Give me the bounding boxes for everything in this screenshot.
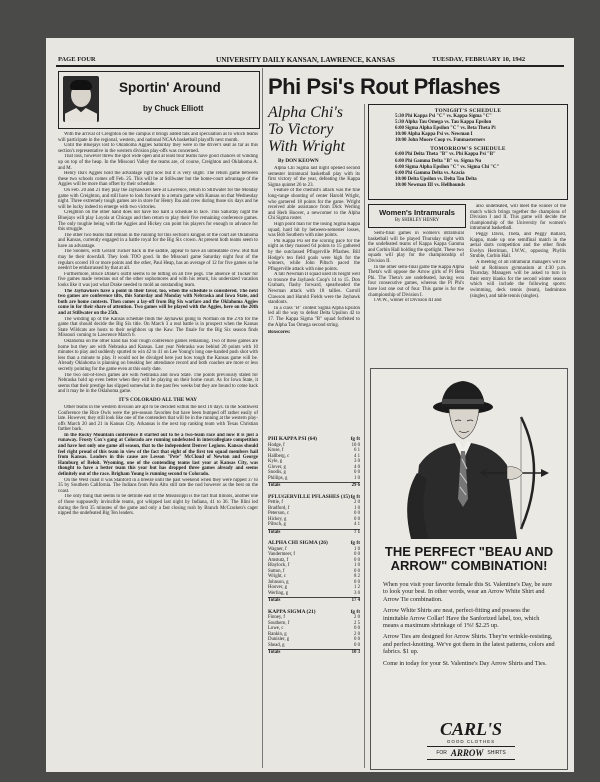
issue-date: TUESDAY, FEBRUARY 10, 1942 xyxy=(432,56,526,63)
schedule-row: 6:00 Sigma Alpha Epsilon "C" vs. Sigma Chi "C" xyxy=(395,164,500,170)
column-paragraph: Until the Bluejays lost to Oklahoma Aggies Saturday they were in the driver's seat as far as this section's representative in the western division play-offs was concerned. xyxy=(58,143,258,154)
boxscore-table xyxy=(268,540,360,604)
column-paragraph: That loss, however threw the spot wide open and at least four teams have good chances of winding up on top of the heap. In the Missouri Valley the teams are, of course, Creighton and Oklahoma A. and M. xyxy=(58,154,258,171)
column-body xyxy=(58,132,258,768)
column-paragraph: On Feb. 20 and 21 they play the Jayhawkers here at Lawrence, return to Stillwater for the Monday game with Creighton, and still have to look forward to a return game with Kansas on that Wednesday night. Three extremely tough games are in store for Henry Iba and crew during those six days and he will be lucky indeed to emerge with two victories. xyxy=(58,187,258,210)
boxscore-table xyxy=(268,494,360,536)
ad-store-logo: CARL'S GOOD CLOTHES FOR ARROW SHIRTS xyxy=(421,719,521,763)
ad-headline: THE PERFECT "BEAU AND ARROW" COMBINATION! xyxy=(384,544,554,573)
ad-paragraph: Arrow White Shirts are neat, perfect-fitting and possess the inimitable Arrow Collar! Have the Sanforized label, too, which means a maximum shrinkage of 1%! $2.25 up. xyxy=(383,607,540,630)
boxscore-table xyxy=(268,609,360,656)
column-paragraph: Oklahoma on the other hand has four rough conference games remaining. Two of these games are home but they are with Nebraska and Kansas. Last year Nebraska was behind 20 points with 10 minutes to play and suddenly spurted to win 42 to 41 on Lee Young's long one-handed push shot with less than a minute to play. It would not be divulged here just how tough the Kansas game will be. Already Oklahoma is planning on breaking her attendance record and both coaches are more or less secretly pointing for the game even at this early date. xyxy=(58,338,258,372)
womens-paragraph: In the other semi-final game the Kappa Alpha Theta's will oppose the Arrow girls of Pi Beta Phi. The Theta's are undefeated, having won four consecutive games, whereas the Pi Phi's have lost one out of four. This game is for the championship of Division I. xyxy=(368,264,464,298)
boxscore-row: Sutton, f 0 0 xyxy=(268,568,360,574)
boxscores-label: Boxscores: xyxy=(268,330,291,336)
column-paragraph: Other teams in the western division are apt to be decided within the next 10 days. In the Southwest Conference the Rice Owls were the pre-season favorites but have been bumped off rather easily of late. However, they still look like one of the contenders that will be in the running at the western play-offs March 20 and 21 in Kansas City. Arkansas is the next top ranking team with Texas Christian farther back. xyxy=(58,404,258,433)
boxscore-row: Hickey, g 0 0 xyxy=(268,516,360,522)
schedule-row: 6:00 Sigma Alpha Epsilon "C" vs. Beta Theta Pi xyxy=(395,126,496,132)
column-paragraph: Creighton on the other hand does not have too hard a schedule to face. This Saturday night the Bluejays will play Loyola at Chicago and then return to play their five remaining conference games. The only toughie being with the Aggies and Hickey can point his players for enough to advance for this struggle. xyxy=(58,210,258,233)
story-paragraph: High point man for the losing Sigma Kappa squad, hard hit by between-semester losses, was Bob Southern with nine points. xyxy=(268,221,360,239)
boxscore-row: Amstutz, f 0 0 xyxy=(268,557,360,563)
womens-body-left xyxy=(368,231,464,361)
schedule-row: 5:30 Phi Kappa Psi "C" vs. Kappa Sigma "C" xyxy=(395,114,492,119)
womens-title: Women's Intramurals xyxy=(379,208,455,217)
boxscore-row: Johnson, g 0 0 xyxy=(268,579,360,585)
womens-paragraph: also undefeated, will meet the winner of the match which brings together the champions of Division I and II. This game will decide the championship of the University for women's intramural basketball. xyxy=(470,204,566,232)
womens-paragraph: Semi-final games in women's intramural basketball will be played Thursday night with the undefeated teams of Kappa Kappa Gamma and Corbin Hall holding the spotlight. These two squads will play for the championship of Division II. xyxy=(368,231,464,264)
schedule-row: 6:00 Phi Gamma Delta "B" vs. Sigma Nu xyxy=(395,158,482,164)
tomorrow-schedule-title: TOMORROW'S SCHEDULE xyxy=(430,146,506,153)
boxscore-row: Finney, f 2 0 xyxy=(268,615,360,620)
column-paragraph: The other two teams that remain in the running for this section's kingpin of the court are Oklahoma and Kansas, currently engaged in a battle royal for the Big Six crown. At present both teams seem to have an advantage. xyxy=(58,232,258,249)
column-paragraph: In the Rocky Mountain conference it started out to be a two-team race and now it is just a runaway. Frosty Cox's gang at Colorado are running undefeated in intercollegiate competition and have lost only one game all season, that to the independent Denver Legions. Kansas should feel right proud of this team in view of the fact that eight of the first ten squad members hail from Kansas. Leaders in this cause are Lesson "Pete" McCloud of Newton and George Hamburg of Beloit. Wyoming, one of the contending teams last year at Kansas City, was thought to have a better team this year but has dropped three games already and seems definitely out of the race. Brigham Young is running second to Colorado. xyxy=(58,432,258,478)
column-paragraph: The winding up of the Kansas schedule finds the Jayhawks going to Norman on the 27th for the game that should decide the Big Six title. On March 3 a real battle is in prospect when the Kansas State Wildcats are hosts to their neighbors up the Kaw. The finale for the Big Six season finds Missouri coming to Lawrence March 6. xyxy=(58,316,258,339)
arrow-shirts-banner: FOR ARROW SHIRTS xyxy=(427,746,515,760)
boxscore-row: Lowe, c 0 0 xyxy=(268,626,360,631)
masthead-rule xyxy=(56,65,564,67)
tonight-schedule-title: TONIGHT'S SCHEDULE xyxy=(434,108,502,114)
column-paragraph: On the West coast it was Stanford in a breeze until the past weekend when they were nipped 37 to 35 by Southern California. The Indians from Palo Alto still rate the nod however as the best on the coast. xyxy=(58,477,258,494)
schedule-row: 10:00 John Moore Coop vs. Funmasterners xyxy=(395,138,486,144)
boxscore-team: ALPHA CHI SIGMA (26) fg ft xyxy=(268,540,360,546)
boxscore-row: Kruse, f 6 1 xyxy=(268,448,360,453)
boxscore-table xyxy=(268,436,360,489)
column-title: Sportin' Around xyxy=(119,80,221,95)
ad-illustration xyxy=(371,369,567,539)
boxscores xyxy=(268,436,360,770)
boxscore-row: Bradford, f 1 0 xyxy=(268,505,360,511)
main-headline: Phi Psi's Rout Pflashes xyxy=(268,74,501,99)
story-body xyxy=(268,166,360,436)
page-label: PAGE FOUR xyxy=(58,56,96,63)
boxscore-row: Wagner, f 1 0 xyxy=(268,546,360,552)
column-paragraph: Henry Iba's Aggies hold the advantage right now but it is very slight. The return game between these two schools comes off Feb. 25. This will be at Stillwater but the home-court advantage of the Aggies will be more than offset by their schedule. xyxy=(58,171,258,188)
ad-paragraph: Arrow Ties are designed for Arrow Shirts. They're wrinkle-resisting, and perfect-knotting. We've got them in the latest patterns, colors and fabrics. $1 up. xyxy=(383,633,555,656)
boxscore-row: Blaylock, f 1 0 xyxy=(268,563,360,568)
schedule-row: 6:00 Phi Gamma Delta vs. Acacia xyxy=(395,170,465,176)
boxscore-total: Totals 7 1 xyxy=(268,529,360,535)
boxscore-row: Southern, f 2 5 xyxy=(268,620,360,626)
story-paragraph: A tall Newman II squad used its height well to trounce the Jayhawk Coop's 14 to 15. Don Graham, flashy forward, spearheaded the Newman attack with 18 tallies. Carroll Clawson and Harold Fields were the Jayhawk standouts. xyxy=(268,272,360,306)
ad-body xyxy=(383,581,555,671)
paper-name: UNIVERSITY DAILY KANSAN, LAWRENCE, KANSAS xyxy=(216,56,395,64)
ad-paragraph: Come in today for your St. Valentine's Day Arrow Shirts and Ties. xyxy=(383,659,547,667)
boxscore-row: Vandermeer, f 0 0 xyxy=(268,552,360,557)
schedule-row: 10:00 Delta Upsilon vs. Delta Tau Delta xyxy=(395,176,477,182)
arrow-advertisement xyxy=(370,368,568,770)
story-paragraph: In a class "B" contest Sigma Alpha Epsilon led all the way to defeat Delta Upsilon 42 to 17. The Kappa Sigma "B" squad forfeited to the Alpha Tau Omega second string. xyxy=(268,305,360,328)
ad-paragraph: When you visit your favorite female this St. Valentine's Day, be sure to look your best. In other words, wear an Arrow White Shirt and Arrow Tie combination. xyxy=(383,581,553,603)
womens-paragraph: A meeting of all intramural managers will be held at Robinson gymnasium at 4:30 p.m. Thursday. Managers will be asked to turn in their entry blanks for the second winter season which will include the following sports: swimming, deck tennis (team), badminton (singles), and table tennis (singles). xyxy=(470,259,566,299)
boxscore-team: KAPPA SIGMA (21) fg ft xyxy=(268,608,360,615)
column-byline: by Chuck Elliott xyxy=(143,104,204,113)
womens-paragraph: Peggy Davis, Theta, and Peggy Ballard, Kappa, made up one semifinal match in the aerial darts competition and the other finds Evelyn Herriman, I.W.W., opposing Phyllis Struble, Corbin Hall. xyxy=(470,231,566,260)
boxscore-row: Werling, g 3 0 xyxy=(268,590,360,596)
boxscore-row: Snodis, g 0 0 xyxy=(268,470,360,475)
womens-header-box xyxy=(368,204,466,228)
boxscore-row: Glover, g 4 0 xyxy=(268,464,360,470)
column-paragraph: With the arrival of Creighton on the campus it brings added talk and speculation as to which teams will participate in the regional, western, and national NCAA basketball playoffs next month. xyxy=(58,132,258,143)
womens-byline: By SHIRLEY HENRY xyxy=(394,218,440,223)
boxscore-row: Piltsch, g 4 1 xyxy=(268,522,360,527)
column-divider xyxy=(262,68,263,768)
story-divider xyxy=(364,104,365,768)
schedule-row: 5:30 Alpha Tau Omega vs. Tau Kappa Epsilon xyxy=(395,120,492,126)
column-paragraph: The only thing that seems to be definite east of the Mississippi is the fact that Illinois, another one of those supposedly invincible teams, got whipped last night by Indiana, 41 to 36. The Illini led during the first 35 minutes of the game and only a fast closing rush by Branch McCracken's cager nipped the undefeated Big Ten leaders. xyxy=(58,494,258,517)
boxscore-total: Totals 29 6 xyxy=(268,483,360,488)
boxscore-row: Shead, g 0 0 xyxy=(268,642,360,648)
story-byline: By DON KEOWN xyxy=(278,158,319,164)
boxscore-row: Pettie, f 2 0 xyxy=(268,500,360,505)
boxscore-row: Dunisler, g 0 0 xyxy=(268,637,360,642)
column-paragraph: The two out-of-town games are with Nebraska and Iowa State. The points previously stated for Nebraska hold up even better when they will be playing on their home court. As for Iowa State, it seems that their prestige has slipped somewhat in the past few weeks but they are bound to come back and it may be in the Oklahoma game. xyxy=(58,372,258,395)
boxscore-row: Hoover, g 1 2 xyxy=(268,585,360,590)
columnist-photo xyxy=(63,76,99,122)
boxscore-row: Peterson, c 0 0 xyxy=(268,511,360,516)
story-paragraph: Phi Kappa Psi set the scoring pace for the night as they massed 64 points to 15 gathered by the outclassed Pflugerville Pflashes. Bill Hodge's ten field goals were high for the winners, while John Piltsch paced the Pflugerville attack with nine points. xyxy=(268,238,360,272)
column-paragraph: Furthermore, Bruce Drake's outfit seems to be hitting on all five pegs. The absence of Tucker for five games made veterans out of the other sophomores and with his return, his undersized vacation looks like it was just what Drake needed to mold an outstanding team. xyxy=(58,271,258,289)
boxscore-row: Hallberg, c 4 1 xyxy=(268,453,360,459)
boxscore-total: Totals 10 3 xyxy=(268,650,360,655)
boxscore-row: Phillips, g 1 0 xyxy=(268,475,360,481)
schedule-box xyxy=(368,104,568,200)
story-headline: Alpha Chi's To Victory With Wright xyxy=(268,104,345,155)
boxscore-total: Totals 17 4 xyxy=(268,598,360,603)
schedule-row: 6:00 Phi Delta Theta "B" vs. Phi Kappa Psi "B" xyxy=(395,152,496,158)
column-paragraph: The Jayhawkers have a point in their favor, too, when the schedule is considered. The next two games are conference tilts, this Saturday and Monday with Nebraska and Iowa State, and both are home contests. Then comes a lay-off from Big Six warfare and the Oklahoma Aggies come in for their share of attention. Two games will be played with the Aggies, here on the 20th and at Stillwater on the 25th. xyxy=(58,288,258,316)
boxscore-row: Kyle, g 3 0 xyxy=(268,459,360,464)
schedule-row: 10:00 Alpha Kappa Psi vs. Newman I xyxy=(395,132,473,138)
column-header-box xyxy=(58,71,260,129)
story-paragraph: Feature of the chemist's attack was the fine long-range shooting of center Harold Wright, who garnered 18 points for the game. Wright received able assistance from Dick Werling and Herb Hoover, a newcomer to the Alpha Chi Sigma roster. xyxy=(268,188,360,222)
boxscore-team: PHI KAPPA PSI (64) fg ft xyxy=(268,436,360,442)
boxscore-team: PFLUGERVILLE PFLASHES (15) fg ft xyxy=(268,493,360,500)
boxscore-row: Wright, c 8 2 xyxy=(268,574,360,579)
story-paragraph: Alpha Chi Sigma last night opened second semester intramural basketball play with its first victory of the year, defeating the Kappa Sigma quintet 26 to 23. xyxy=(268,166,360,188)
schedule-row: 10:00 Newman III vs. Hellhounds xyxy=(395,182,465,188)
column-paragraph: The Sooners, with Gerald Tucker back in the saddle, appear to have an unbeatable crew. But that may be their downfall. They look TOO good. In the Missouri game Saturday night four of the regulars scored 10 or more points and the other, Paul Heap, has an average of 12 for five games so he needn't be embarrassed by that at all. xyxy=(58,249,258,272)
womens-body-right xyxy=(470,204,566,362)
womens-paragraph: I.W.W., winner of Division III and xyxy=(374,298,442,304)
newspaper-page xyxy=(46,38,574,772)
boxscore-row: Hodge, f 10 0 xyxy=(268,442,360,448)
column-subhead: IT'S COLORADO ALL THE WAY xyxy=(118,396,198,403)
boxscore-row: Rankin, g 2 0 xyxy=(268,631,360,637)
